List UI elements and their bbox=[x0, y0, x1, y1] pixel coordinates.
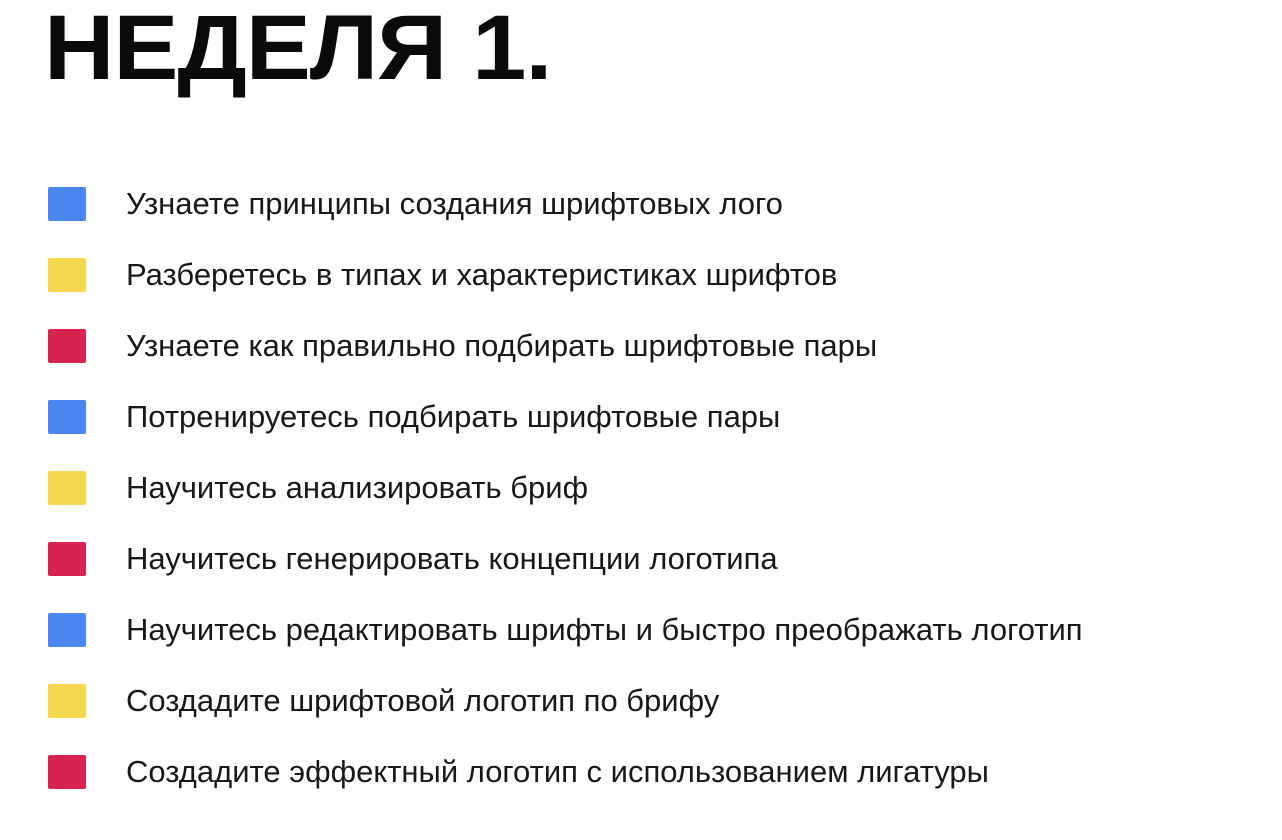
bullet-square-icon bbox=[48, 187, 86, 221]
list-item bbox=[48, 594, 1278, 665]
list-item bbox=[48, 310, 1278, 381]
bullet-square-icon bbox=[48, 755, 86, 789]
bullet-square-icon bbox=[48, 400, 86, 434]
list-item bbox=[48, 452, 1278, 523]
list-item bbox=[48, 665, 1278, 736]
list-item-label: Потренируетесь подбирать шрифтовые пары bbox=[126, 398, 781, 434]
list-item-label: Научитесь генерировать концепции логотипа bbox=[126, 540, 778, 576]
list-item-label: Научитесь анализировать бриф bbox=[126, 469, 589, 505]
list-item-label: Разберетесь в типах и характеристиках шрифтов bbox=[126, 256, 838, 292]
list-item bbox=[48, 736, 1278, 807]
bullet-square-icon bbox=[48, 258, 86, 292]
bullet-square-icon bbox=[48, 613, 86, 647]
list-item bbox=[48, 381, 1278, 452]
list-item-label: Научитесь редактировать шрифты и быстро преображать логотип bbox=[126, 611, 1083, 647]
bullet-square-icon bbox=[48, 542, 86, 576]
bullet-list bbox=[48, 168, 1278, 807]
list-item bbox=[48, 523, 1278, 594]
list-item-label: Узнаете принципы создания шрифтовых лого bbox=[126, 185, 783, 221]
list-item bbox=[48, 168, 1278, 239]
list-item-label: Создадите эффектный логотип с использованием лигатуры bbox=[126, 753, 989, 789]
list-item bbox=[48, 239, 1278, 310]
list-item-label: Узнаете как правильно подбирать шрифтовые пары bbox=[126, 327, 878, 363]
bullet-square-icon bbox=[48, 329, 86, 363]
page-title: НЕДЕЛЯ 1. bbox=[44, 0, 552, 99]
bullet-square-icon bbox=[48, 684, 86, 718]
list-item-label: Создадите шрифтовой логотип по брифу bbox=[126, 682, 720, 718]
bullet-square-icon bbox=[48, 471, 86, 505]
